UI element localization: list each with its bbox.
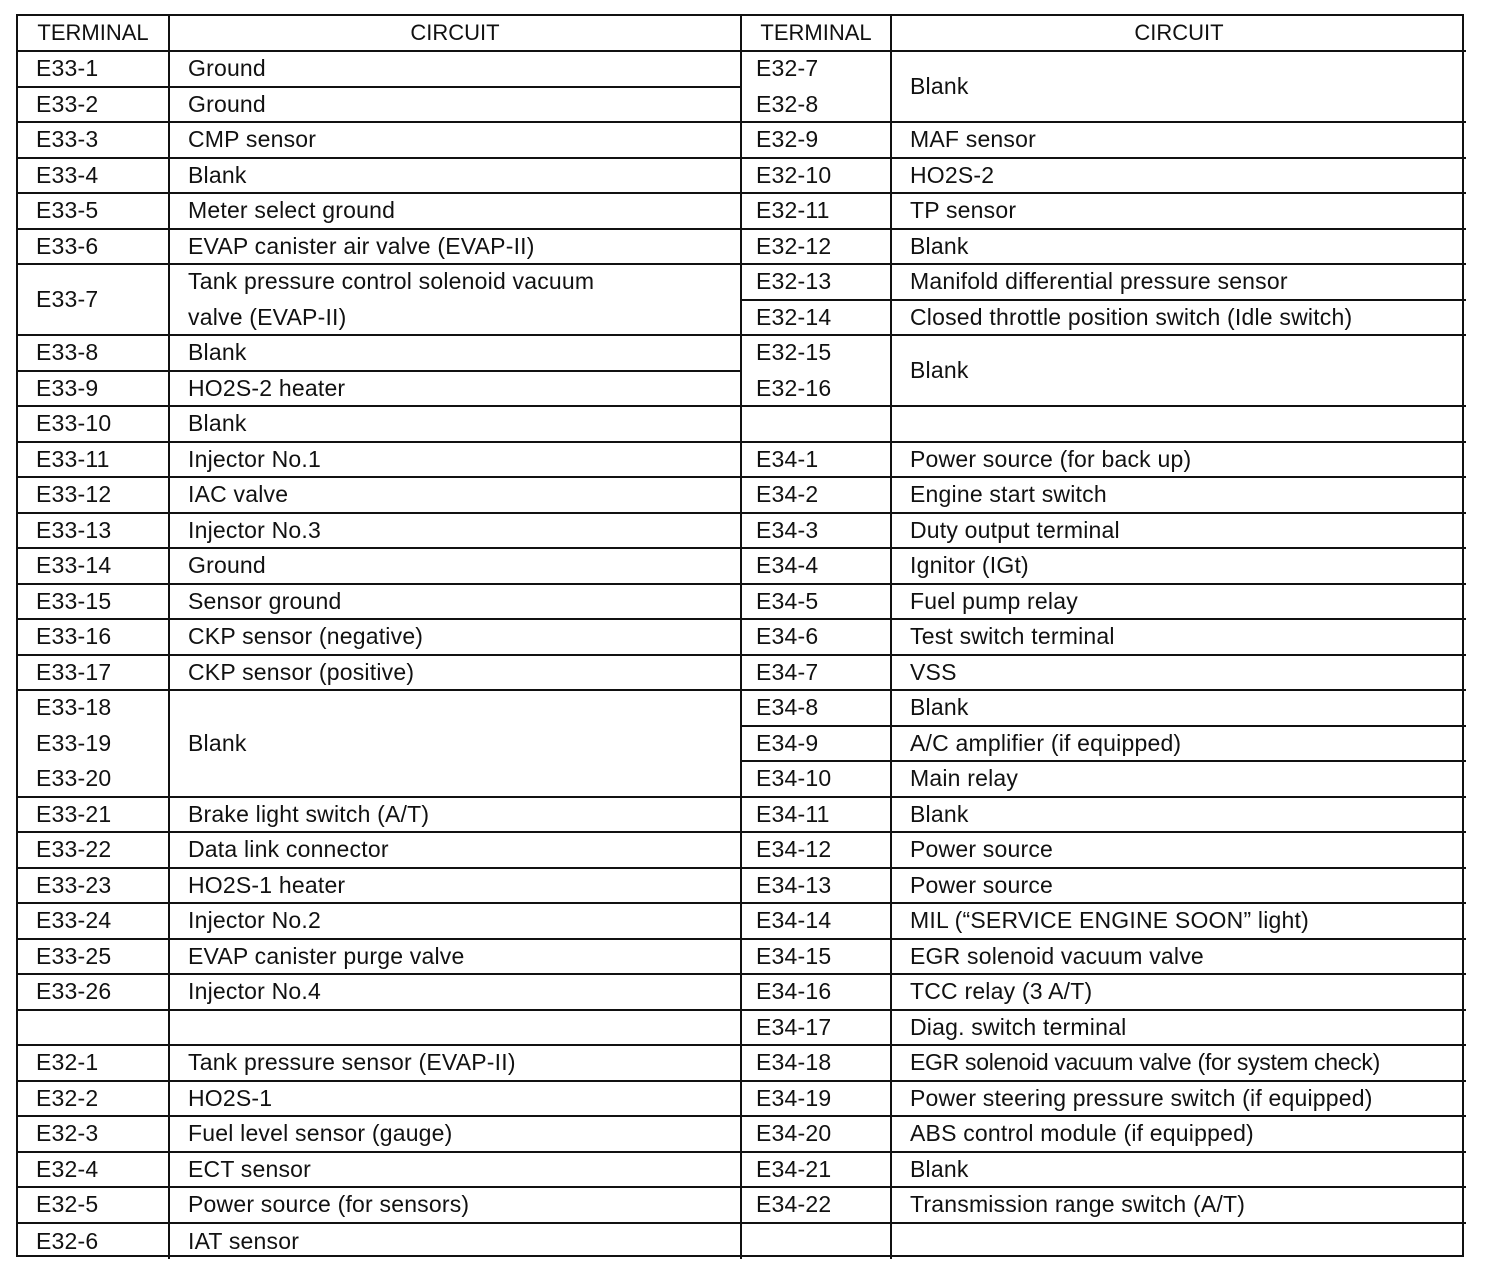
terminal-cell: E34-1	[742, 443, 892, 479]
circuit-cell: Blank	[892, 52, 1466, 123]
terminal-cell: E33-16	[18, 620, 170, 656]
terminal-cell: E32-13	[742, 265, 892, 301]
terminal-line: E32-7	[756, 55, 819, 81]
terminal-cell-multiline	[742, 336, 892, 407]
circuit-cell: Data link connector	[170, 833, 742, 869]
empty-cell	[18, 1011, 170, 1047]
circuit-cell: Sensor ground	[170, 585, 742, 621]
circuit-cell: Closed throttle position switch (Idle switch)	[892, 301, 1466, 337]
circuit-cell: EVAP canister air valve (EVAP-II)	[170, 230, 742, 266]
circuit-cell: Engine start switch	[892, 478, 1466, 514]
header-terminal-left: TERMINAL	[18, 16, 170, 52]
circuit-cell-multiline	[170, 265, 742, 336]
circuit-cell: MIL (“SERVICE ENGINE SOON” light)	[892, 904, 1466, 940]
terminal-cell: E34-4	[742, 549, 892, 585]
circuit-cell: Test switch terminal	[892, 620, 1466, 656]
terminal-cell: E32-6	[18, 1224, 170, 1260]
terminal-cell: E32-10	[742, 159, 892, 195]
terminal-cell: E34-3	[742, 514, 892, 550]
circuit-cell: Main relay	[892, 762, 1466, 798]
terminal-cell: E34-8	[742, 691, 892, 727]
terminal-cell: E33-7	[18, 265, 170, 336]
empty-cell	[742, 1224, 892, 1260]
empty-cell	[170, 1011, 742, 1047]
terminal-cell: E34-6	[742, 620, 892, 656]
circuit-cell: Injector No.2	[170, 904, 742, 940]
circuit-cell: IAC valve	[170, 478, 742, 514]
circuit-cell: Power steering pressure switch (if equipped)	[892, 1082, 1466, 1118]
terminal-cell: E34-15	[742, 940, 892, 976]
terminal-cell: E33-4	[18, 159, 170, 195]
circuit-cell: Fuel pump relay	[892, 585, 1466, 621]
terminal-cell: E33-13	[18, 514, 170, 550]
terminal-line: E33-18	[36, 694, 112, 720]
circuit-cell: Blank	[170, 407, 742, 443]
terminal-cell: E32-5	[18, 1188, 170, 1224]
terminal-cell: E33-22	[18, 833, 170, 869]
circuit-cell: TCC relay (3 A/T)	[892, 975, 1466, 1011]
circuit-line: valve (EVAP-II)	[188, 303, 347, 330]
terminal-cell: E32-12	[742, 230, 892, 266]
terminal-cell: E32-9	[742, 123, 892, 159]
terminal-cell: E33-10	[18, 407, 170, 443]
terminal-line: E32-16	[756, 374, 832, 401]
terminal-cell: E34-9	[742, 727, 892, 763]
terminal-cell: E34-5	[742, 585, 892, 621]
terminal-cell: E32-11	[742, 194, 892, 230]
circuit-cell: HO2S-2 heater	[170, 372, 742, 408]
terminal-cell: E33-15	[18, 585, 170, 621]
circuit-cell: Duty output terminal	[892, 514, 1466, 550]
circuit-cell: Injector No.4	[170, 975, 742, 1011]
circuit-cell: Blank	[892, 1153, 1466, 1189]
header-terminal-right: TERMINAL	[742, 16, 892, 52]
circuit-cell: Power source (for sensors)	[170, 1188, 742, 1224]
terminal-circuit-table	[16, 14, 1464, 1257]
terminal-cell: E34-20	[742, 1117, 892, 1153]
circuit-cell: Blank	[170, 336, 742, 372]
terminal-cell: E34-19	[742, 1082, 892, 1118]
terminal-cell: E32-3	[18, 1117, 170, 1153]
terminal-cell: E34-7	[742, 656, 892, 692]
terminal-cell: E33-12	[18, 478, 170, 514]
circuit-cell: Diag. switch terminal	[892, 1011, 1466, 1047]
terminal-cell: E33-3	[18, 123, 170, 159]
terminal-cell: E33-24	[18, 904, 170, 940]
circuit-cell: Blank	[892, 336, 1466, 407]
terminal-cell: E32-4	[18, 1153, 170, 1189]
empty-cell	[742, 407, 892, 443]
circuit-cell: HO2S-1	[170, 1082, 742, 1118]
terminal-cell: E32-14	[742, 301, 892, 337]
circuit-cell: ABS control module (if equipped)	[892, 1117, 1466, 1153]
terminal-cell: E33-14	[18, 549, 170, 585]
circuit-cell: CKP sensor (positive)	[170, 656, 742, 692]
terminal-cell: E33-2	[18, 88, 170, 124]
circuit-cell: CMP sensor	[170, 123, 742, 159]
terminal-cell: E34-16	[742, 975, 892, 1011]
terminal-cell: E33-23	[18, 869, 170, 905]
terminal-cell: E33-9	[18, 372, 170, 408]
terminal-cell: E34-11	[742, 798, 892, 834]
terminal-cell: E33-5	[18, 194, 170, 230]
circuit-cell: Ground	[170, 549, 742, 585]
terminal-cell: E34-17	[742, 1011, 892, 1047]
terminal-cell-multiline	[18, 691, 170, 798]
circuit-line: Tank pressure control solenoid vacuum	[188, 268, 595, 294]
terminal-cell: E34-10	[742, 762, 892, 798]
circuit-cell: Meter select ground	[170, 194, 742, 230]
circuit-cell: IAT sensor	[170, 1224, 742, 1260]
circuit-cell: ECT sensor	[170, 1153, 742, 1189]
circuit-cell: Manifold differential pressure sensor	[892, 265, 1466, 301]
terminal-cell: E34-2	[742, 478, 892, 514]
circuit-cell: Blank	[170, 691, 742, 798]
terminal-line: E33-19	[36, 729, 112, 756]
circuit-cell: TP sensor	[892, 194, 1466, 230]
circuit-cell: Power source	[892, 869, 1466, 905]
terminal-cell: E34-13	[742, 869, 892, 905]
circuit-cell: Tank pressure sensor (EVAP-II)	[170, 1046, 742, 1082]
circuit-cell: Injector No.1	[170, 443, 742, 479]
terminal-line: E32-8	[756, 90, 819, 117]
circuit-cell: EGR solenoid vacuum valve (for system check)	[892, 1046, 1466, 1082]
circuit-cell: Blank	[170, 159, 742, 195]
empty-cell	[892, 1224, 1466, 1260]
terminal-cell: E33-6	[18, 230, 170, 266]
circuit-cell: Ignitor (IGt)	[892, 549, 1466, 585]
circuit-cell: Transmission range switch (A/T)	[892, 1188, 1466, 1224]
terminal-line: E32-15	[756, 339, 832, 365]
circuit-cell: Blank	[892, 798, 1466, 834]
circuit-cell: Brake light switch (A/T)	[170, 798, 742, 834]
terminal-line: E33-20	[36, 765, 112, 791]
circuit-cell: Injector No.3	[170, 514, 742, 550]
circuit-cell: EVAP canister purge valve	[170, 940, 742, 976]
circuit-cell: Power source	[892, 833, 1466, 869]
terminal-cell: E34-21	[742, 1153, 892, 1189]
empty-cell	[892, 407, 1466, 443]
circuit-cell: A/C amplifier (if equipped)	[892, 727, 1466, 763]
terminal-cell: E33-25	[18, 940, 170, 976]
terminal-cell: E32-2	[18, 1082, 170, 1118]
header-circuit-right: CIRCUIT	[892, 16, 1466, 52]
header-circuit-left: CIRCUIT	[170, 16, 742, 52]
circuit-cell: HO2S-1 heater	[170, 869, 742, 905]
terminal-cell: E33-8	[18, 336, 170, 372]
terminal-cell: E34-22	[742, 1188, 892, 1224]
terminal-cell: E33-1	[18, 52, 170, 88]
terminal-cell: E34-12	[742, 833, 892, 869]
terminal-cell: E33-26	[18, 975, 170, 1011]
terminal-cell-multiline	[742, 52, 892, 123]
circuit-cell: Ground	[170, 88, 742, 124]
circuit-cell: Blank	[892, 691, 1466, 727]
circuit-cell: CKP sensor (negative)	[170, 620, 742, 656]
terminal-cell: E33-17	[18, 656, 170, 692]
circuit-cell: MAF sensor	[892, 123, 1466, 159]
terminal-cell: E33-11	[18, 443, 170, 479]
circuit-cell: Fuel level sensor (gauge)	[170, 1117, 742, 1153]
terminal-cell: E32-1	[18, 1046, 170, 1082]
circuit-cell: VSS	[892, 656, 1466, 692]
terminal-cell: E34-18	[742, 1046, 892, 1082]
circuit-cell: HO2S-2	[892, 159, 1466, 195]
terminal-cell: E34-14	[742, 904, 892, 940]
terminal-cell: E33-21	[18, 798, 170, 834]
circuit-cell: Blank	[892, 230, 1466, 266]
circuit-cell: Power source (for back up)	[892, 443, 1466, 479]
circuit-cell: EGR solenoid vacuum valve	[892, 940, 1466, 976]
circuit-cell: Ground	[170, 52, 742, 88]
